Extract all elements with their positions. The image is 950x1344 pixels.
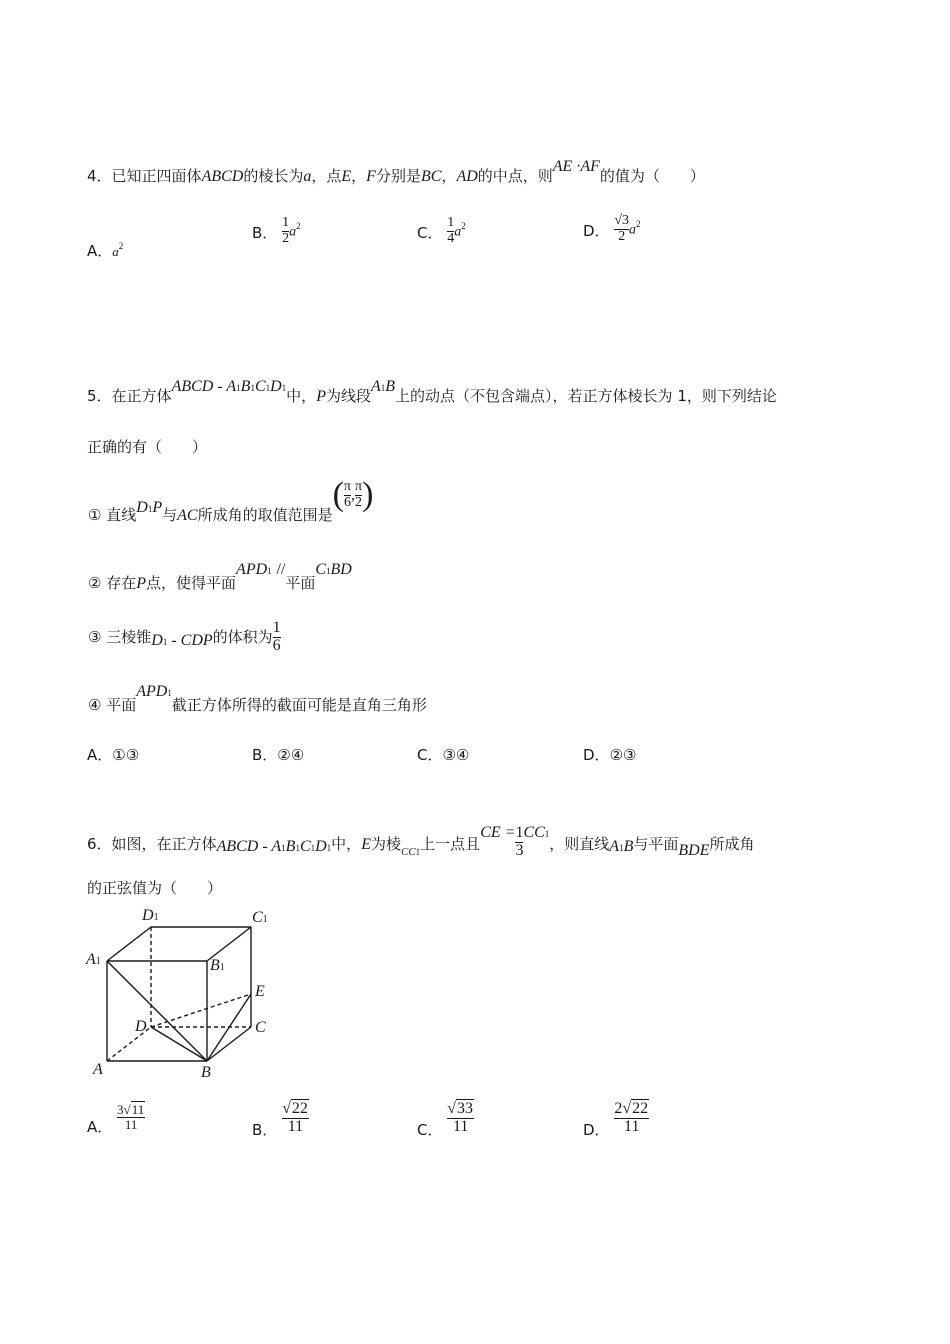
cube-figure (80, 900, 290, 1085)
q6-option-c[interactable]: C． $\frac{√33}{11}$ (417, 1100, 474, 1139)
q6-option-b[interactable]: B． $\frac{√22}{11}$ (252, 1100, 308, 1139)
q5-statement-4: ④ 平面APD1截正方体所得的截面可能是直角三角形 (88, 683, 427, 714)
q6-number: 6． (87, 834, 112, 853)
q5-option-c[interactable]: C．③④ (417, 746, 470, 764)
q6-stem: 6．如图，在正方体ABCD - A1B1C1D1中，E为棱CC1上一点且CE = $\frac{1}{3}$ CC1，则直线A1B与平面BDE所成角 (87, 823, 755, 859)
fraction: $\frac{1}{6}$ (272, 619, 281, 654)
q5-option-b[interactable]: B．②④ (252, 746, 305, 764)
fraction: $\frac{1}{3}$ (515, 824, 524, 859)
q4-number: 4． (87, 167, 112, 185)
q4-option-d[interactable]: D． $\frac{√3}{2}$ $a^2$ (583, 213, 641, 244)
label-a: A (93, 1061, 103, 1078)
q5-stem: 5．在正方体ABCD - A1B1C1D1中，P为线段A1B上的动点（不包含端点），若正方体棱长为 1，则下列结论 (87, 378, 777, 405)
fraction: $\frac{\pi}{6}$ (343, 478, 351, 510)
q4-option-c[interactable]: C． $\frac{1}{4}$ $a^2$ (417, 215, 466, 246)
fraction: $\frac{√33}{11}$ (447, 1100, 474, 1135)
fraction: $\frac{2√22}{11}$ (614, 1100, 649, 1135)
label-b1: B1 (210, 957, 225, 974)
label-b: B (201, 1064, 211, 1081)
label-c: C (255, 1019, 266, 1036)
fraction: $\frac{3√11}{11}$ (117, 1102, 145, 1132)
q4-stem: 4．已知正四面体ABCD的棱长为a，点E，F分别是BC，AD的中点，则AE ·AF的值为（ ） (87, 158, 705, 185)
fraction: $\frac{1}{2}$ (282, 215, 290, 246)
label-a1: A1 (86, 951, 101, 968)
fraction: $\frac{√3}{2}$ (614, 213, 630, 244)
q5-number: 5． (87, 387, 112, 405)
label-e: E (255, 983, 265, 1000)
q5-stem-cont: 正确的有（ ） (87, 438, 208, 456)
q6-option-a[interactable]: A． $\frac{3√11}{11}$ (87, 1102, 145, 1136)
q5-segment: A1B (370, 378, 396, 395)
q4-dot-product: AE ·AF (552, 158, 600, 175)
label-c1: C1 (252, 909, 268, 926)
q5-option-d[interactable]: D．②③ (583, 746, 637, 764)
q6-option-d[interactable]: D． $\frac{2√22}{11}$ (583, 1100, 649, 1139)
label-d1: D1 (142, 907, 159, 924)
fraction: $\frac{√22}{11}$ (282, 1100, 308, 1135)
fraction: $\frac{\pi}{2}$ (354, 478, 363, 510)
q6-stem-cont: 的正弦值为（ ） (87, 879, 223, 897)
q5-option-a[interactable]: A．①③ (87, 746, 140, 764)
q6-cube-name: ABCD - A1B1C1D1 (216, 837, 332, 855)
q4-option-b[interactable]: B． $\frac{1}{2}$ $a^2$ (252, 215, 301, 246)
fraction: $\frac{1}{4}$ (447, 215, 455, 246)
q5-statement-2: ② 存在P点，使得平面APD1 //平面C1BD (88, 561, 352, 592)
q4-option-a[interactable]: A．$a^2$ (87, 241, 124, 260)
q5-statement-1: ① 直线D1P与AC所成角的取值范围是( $\frac{\pi}{6}$ , $\frac{\pi}{2}$ ) (88, 476, 374, 524)
q5-cube-name: ABCD - A1B1C1D1 (171, 378, 287, 395)
label-d: D (135, 1018, 147, 1035)
q5-statement-3: ③ 三棱锥D1 - CDP的体积为 $\frac{1}{6}$ (88, 619, 281, 654)
